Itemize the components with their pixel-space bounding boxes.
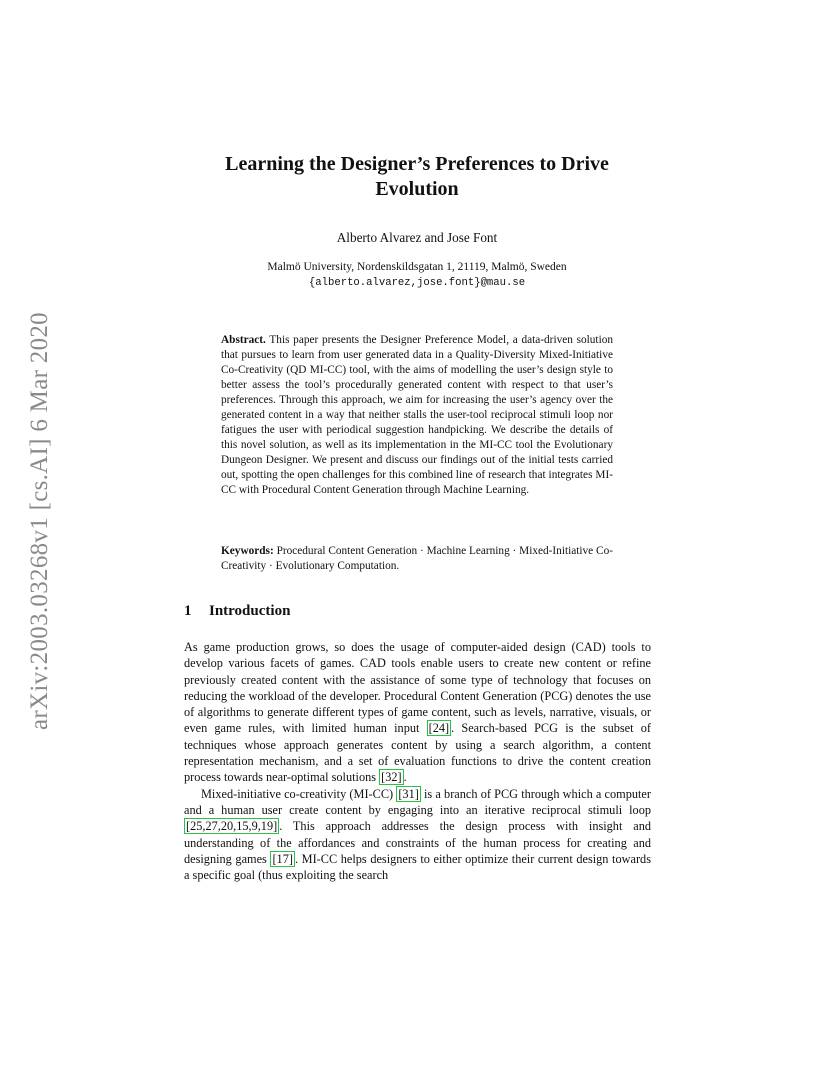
paragraph-text: is a branch of PCG through which a computer and a human user create content by engaging into an iterative reciprocal stimuli loop <box>184 786 651 817</box>
arxiv-identifier[interactable]: arXiv:2003.03268v1 [cs.AI] 6 Mar 2020 <box>26 312 53 730</box>
arxiv-sidebar <box>20 295 60 747</box>
paragraph <box>184 786 651 884</box>
paragraph-text: . This approach addresses the design process with insight and understanding of the affordances and constraints of the human process for creating and designing games <box>184 819 651 866</box>
paragraph <box>184 639 651 786</box>
abstract-label: Abstract. <box>221 334 266 346</box>
citation-link[interactable]: [31] <box>398 786 419 801</box>
paragraph-text: . MI-CC helps designers to either optimize their current design towards a specific goal (thus exploiting the search <box>184 851 651 883</box>
keywords <box>221 544 613 574</box>
citation-link[interactable]: [25,27,20,15,9,19] <box>186 819 278 834</box>
paragraph-text: . Search-based PCG is the subset of techniques whose approach generates content by using a search algorithm, a content representation mechanism, and a set of evaluation functions to drive the content creation process towards near-optimal solutions <box>184 721 651 785</box>
section-number: 1 <box>184 603 192 619</box>
citation-link[interactable]: [17] <box>272 851 293 866</box>
affiliation-block <box>184 259 650 291</box>
paragraph-text: Mixed-initiative co-creativity (MI-CC) <box>201 786 397 801</box>
citation-link[interactable]: [32] <box>381 770 402 785</box>
paragraph-text: . <box>403 770 407 785</box>
paper-title: Learning the Designer’s Preferences to Drive Evolution <box>225 153 609 200</box>
authors: Alberto Alvarez and Jose Font <box>336 230 498 245</box>
keywords-label: Keywords: <box>221 545 274 557</box>
abstract <box>221 333 613 498</box>
email[interactable]: {alberto.alvarez,jose.font}@mau.se <box>308 277 526 289</box>
keywords-text: Procedural Content Generation · Machine Learning · Mixed-Initiative Co-Creativity · Evolutionary Computation. <box>221 545 613 572</box>
affiliation: Malmö University, Nordenskildsgatan 1, 21119, Malmö, Sweden <box>267 261 567 273</box>
body-text <box>184 639 651 883</box>
section-heading <box>184 603 290 620</box>
paragraph-text: As game production grows, so does the usage of computer-aided design (CAD) tools to develop various facets of games. CAD tools enable users to create new content or refine previously created content with the assistance of some type of technology that focuses on reducing the workload of the developer. Procedural Content Generation (PCG) denotes the use of algorithms to generate different types of game content, such as levels, narrative, visuals, or even game rules, with limited human input <box>184 640 651 736</box>
section-title: Introduction <box>209 603 291 619</box>
abstract-text: This paper presents the Designer Preference Model, a data-driven solution that pursues to learn from user generated data in a Quality-Diversity Mixed-Initiative Co-Creativity (QD MI-CC) tool, with the aims of modelling the user’s design style to better assess the tool’s procedurally generated content with respect to that user’s preferences. Through this approach, we aim for increasing the user’s agency over the generated content in a way that neither stalls the user-tool reciprocal stimuli loop nor fatigues the user with periodical suggestion handpicking. We describe the details of this novel solution, as well as its implementation in the MI-CC tool the Evolutionary Dungeon Designer. We present and discuss our findings out of the initial tests carried out, spotting the open challenges for this combined line of research that integrates MI-CC with Procedural Content Generation through Machine Learning. <box>221 334 614 496</box>
citation-link[interactable]: [24] <box>428 721 450 736</box>
